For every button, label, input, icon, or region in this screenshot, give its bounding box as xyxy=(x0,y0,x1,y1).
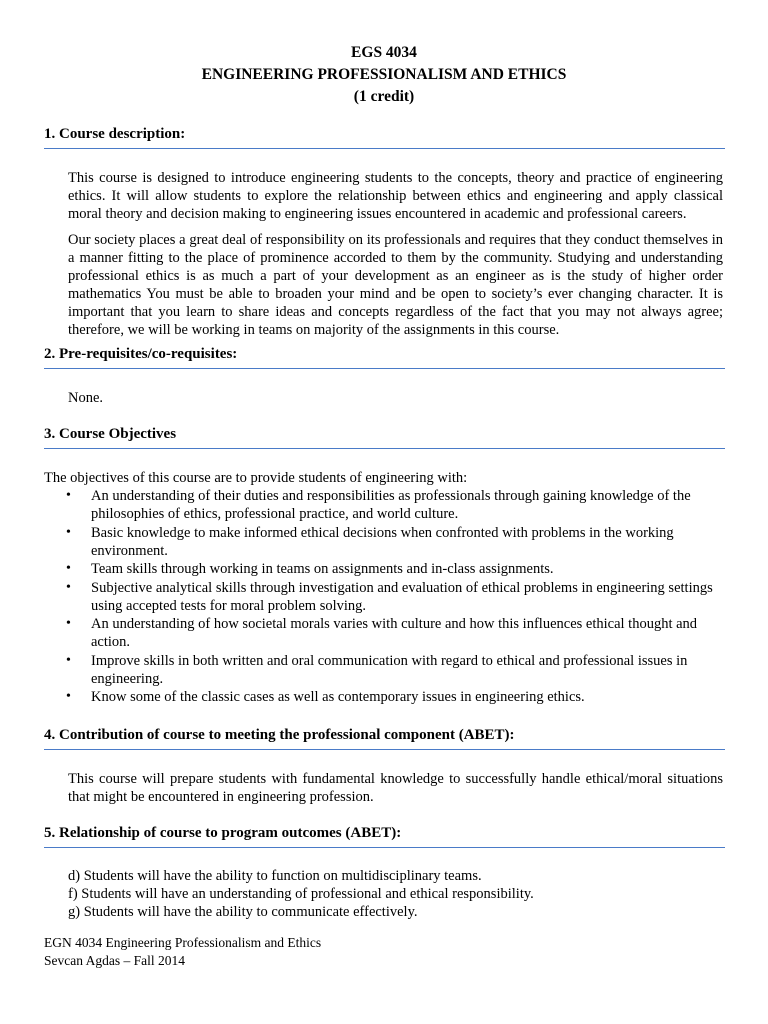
section-heading-prereq: 2. Pre-requisites/co-requisites: xyxy=(44,345,725,369)
description-paragraph-2: Our society places a great deal of responsibility on its professionals and requires that they conduct themselves in a manner fitting to the place of prominence accorded to them by the community. Studying and understanding professional ethics is as much a part of your development as an engineer as is the study of higher order mathematics You must be able to broaden your mind and be open to society’s ever changing character. It is important that you learn to share ideas and concepts regardless of the fact that you may not always agree; therefore, we will be working in teams on majority of the assignments in this course. xyxy=(68,232,723,338)
description-paragraph-1: This course is designed to introduce engineering students to the concepts, theory and practice of engineering ethics. It will allow students to explore the relationship between ethics and engineering and apply classical moral theory and decision making to engineering issues encountered in academic and professional careers. xyxy=(68,170,723,222)
section-heading-contribution: 4. Contribution of course to meeting the professional component (ABET): xyxy=(44,726,725,750)
list-item: • An understanding of their duties and responsibilities as professionals through gaining knowledge of the philosophies of ethics, professional practice, and world culture. xyxy=(44,487,725,523)
course-code: EGS 4034 xyxy=(351,44,417,61)
list-item: • Know some of the classic cases as well as contemporary issues in engineering ethics. xyxy=(44,688,725,706)
section-outcomes-header xyxy=(44,824,725,848)
footer-line-author: Sevcan Agdas – Fall 2014 xyxy=(44,952,185,968)
list-item: g) Students will have the ability to communicate effectively. xyxy=(68,904,418,920)
section-objectives-header xyxy=(44,425,725,449)
list-item: • An understanding of how societal morals varies with culture and how this influences ethical thought and action. xyxy=(44,615,725,651)
title-block xyxy=(0,42,768,108)
course-credit: (1 credit) xyxy=(353,88,415,105)
section-heading-objectives: 3. Course Objectives xyxy=(44,425,725,449)
list-item: • Subjective analytical skills through investigation and evaluation of ethical problems in engineering settings using accepted tests for moral problem solving. xyxy=(44,579,725,615)
section-contribution-header xyxy=(44,726,725,750)
prereq-text: None. xyxy=(68,390,104,406)
contribution-text: This course will prepare students with fundamental knowledge to successfully handle ethical/moral situations that might be encountered in engineering profession. xyxy=(68,771,723,805)
objectives-intro: The objectives of this course are to provide students of engineering with: xyxy=(44,470,468,486)
list-item: • Team skills through working in teams on assignments and in-class assignments. xyxy=(44,560,725,578)
list-item: • Improve skills in both written and oral communication with regard to ethical and professional issues in engineering. xyxy=(44,652,725,688)
list-item: d) Students will have the ability to function on multidisciplinary teams. xyxy=(68,868,482,884)
outcomes-list xyxy=(68,867,723,921)
list-item: f) Students will have an understanding of professional and ethical responsibility. xyxy=(68,886,534,902)
section-heading-outcomes: 5. Relationship of course to program outcomes (ABET): xyxy=(44,824,725,848)
objectives-list xyxy=(44,487,725,707)
page-footer xyxy=(44,934,321,969)
footer-line-course: EGN 4034 Engineering Professionalism and Ethics xyxy=(44,935,322,950)
section-prereq-header xyxy=(44,345,725,369)
list-item: • Basic knowledge to make informed ethical decisions when confronted with problems in the working environment. xyxy=(44,524,725,560)
section-description-header xyxy=(44,125,725,149)
section-heading-description: 1. Course description: xyxy=(44,125,725,149)
course-name: ENGINEERING PROFESSIONALISM AND ETHICS xyxy=(201,66,567,83)
